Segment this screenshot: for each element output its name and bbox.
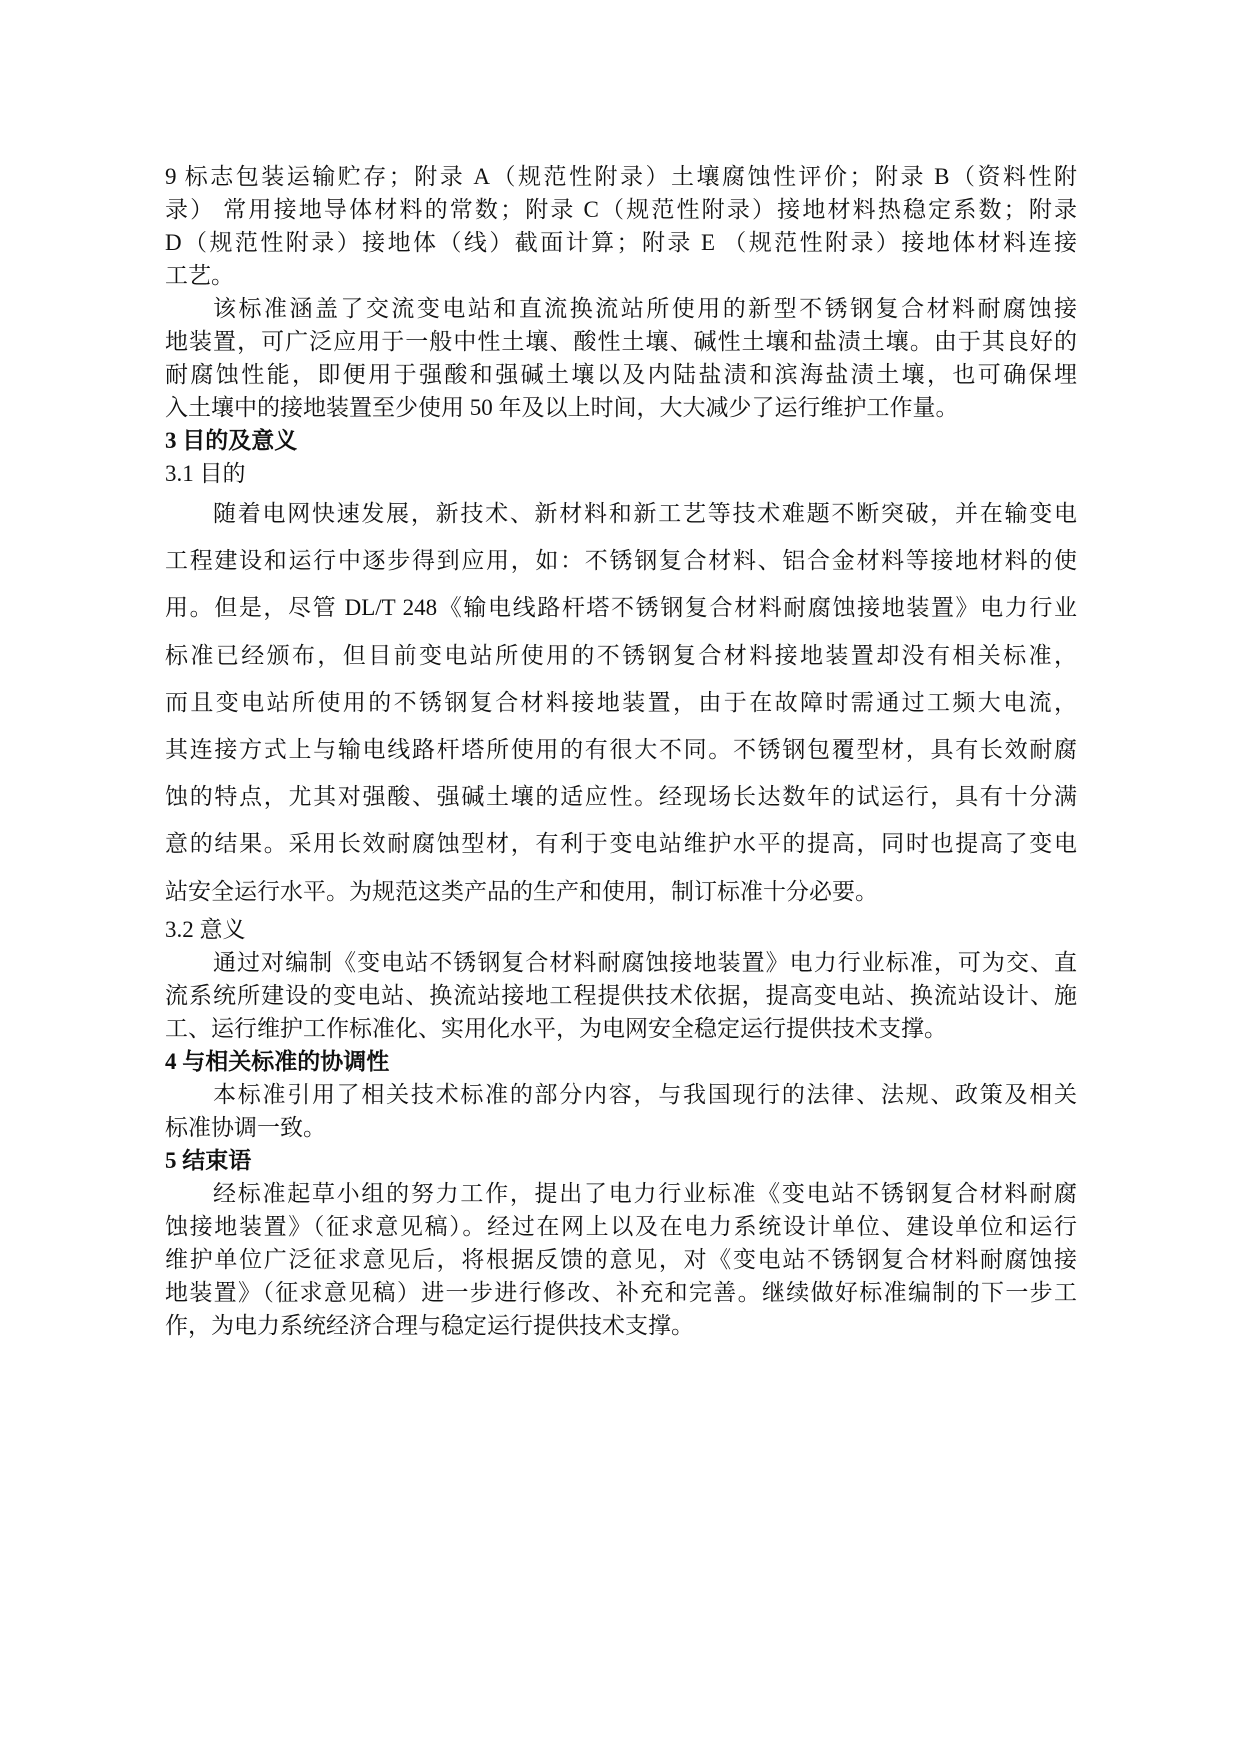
text-line: 站安全运行水平。为规范这类产品的生产和使用，制订标准十分必要。: [165, 878, 878, 904]
document-page: [165, 160, 1077, 1342]
section-heading-5: 5 结束语: [165, 1147, 252, 1173]
text-line: 工艺。: [165, 263, 234, 288]
subsection-heading-3-1: 3.1 目的: [165, 461, 246, 486]
text-line: D（规范性附录）接地体（线）截面计算；附录 E （规范性附录）接地体材料连接: [165, 230, 1077, 255]
text-line: 作，为电力系统经济合理与稳定运行提供技术支撑。: [165, 1312, 694, 1338]
text-line: 该标准涵盖了交流变电站和直流换流站所使用的新型不锈钢复合材料耐腐蚀接: [213, 296, 1077, 321]
text-line: 标准协调一致。: [165, 1114, 326, 1140]
section-heading-3: 3 目的及意义: [165, 428, 298, 453]
text-line: 工、运行维护工作标准化、实用化水平，为电网安全稳定运行提供技术支撑。: [165, 1015, 947, 1041]
text-line: 蚀的特点，尤其对强酸、强碱土壤的适应性。经现场长达数年的试运行，具有十分满: [165, 784, 1077, 810]
text-line: 入土壤中的接地装置至少使用 50 年及以上时间，大大减少了运行维护工作量。: [165, 395, 959, 420]
text-line: 耐腐蚀性能，即便用于强酸和强碱土壤以及内陆盐渍和滨海盐渍土壤，也可确保埋: [165, 362, 1077, 387]
text-line: 流系统所建设的变电站、换流站接地工程提供技术依据，提高变电站、换流站设计、施: [165, 982, 1077, 1008]
text-line: 而且变电站所使用的不锈钢复合材料接地装置，由于在故障时需通过工频大电流，: [165, 689, 1077, 715]
text-line: 录） 常用接地导体材料的常数；附录 C（规范性附录）接地材料热稳定系数；附录: [165, 197, 1077, 222]
text-line: 工程建设和运行中逐步得到应用，如：不锈钢复合材料、铝合金材料等接地材料的使: [165, 548, 1077, 574]
text-line: 经标准起草小组的努力工作，提出了电力行业标准《变电站不锈钢复合材料耐腐: [213, 1180, 1077, 1206]
paragraph-conclusion: [165, 1177, 1077, 1342]
paragraph-significance: [165, 946, 1077, 1045]
text-line: 用。但是，尽管 DL/T 248《输电线路杆塔不锈钢复合材料耐腐蚀接地装置》电力行业: [165, 595, 1077, 621]
text-line: 9 标志包装运输贮存；附录 A（规范性附录）土壤腐蚀性评价；附录 B（资料性附: [165, 164, 1077, 189]
text-line: 标准已经颁布，但目前变电站所使用的不锈钢复合材料接地装置却没有相关标准，: [165, 642, 1077, 668]
paragraph-purpose: [165, 490, 1077, 915]
text-line: 维护单位广泛征求意见后，将根据反馈的意见，对《变电站不锈钢复合材料耐腐蚀接: [165, 1246, 1077, 1272]
subsection-heading-3-2: 3.2 意义: [165, 916, 246, 942]
text-line: 意的结果。采用长效耐腐蚀型材，有利于变电站维护水平的提高，同时也提高了变电: [165, 831, 1077, 857]
text-line: 通过对编制《变电站不锈钢复合材料耐腐蚀接地装置》电力行业标准，可为交、直: [213, 949, 1077, 975]
text-line: 地装置，可广泛应用于一般中性土壤、酸性土壤、碱性土壤和盐渍土壤。由于其良好的: [165, 329, 1077, 354]
text-line: 蚀接地装置》（征求意见稿）。经过在网上以及在电力系统设计单位、建设单位和运行: [165, 1213, 1077, 1239]
paragraph-appendix-list: [165, 160, 1077, 292]
section-heading-4: 4 与相关标准的协调性: [165, 1048, 390, 1074]
text-line: 本标准引用了相关技术标准的部分内容，与我国现行的法律、法规、政策及相关: [213, 1081, 1077, 1107]
paragraph-scope: [165, 292, 1077, 424]
text-line: 随着电网快速发展，新技术、新材料和新工艺等技术难题不断突破，并在输变电: [213, 501, 1077, 526]
text-line: 其连接方式上与输电线路杆塔所使用的有很大不同。不锈钢包覆型材，具有长效耐腐: [165, 736, 1077, 762]
paragraph-coordination: [165, 1078, 1077, 1144]
text-line: 地装置》（征求意见稿）进一步进行修改、补充和完善。继续做好标准编制的下一步工: [165, 1279, 1077, 1305]
